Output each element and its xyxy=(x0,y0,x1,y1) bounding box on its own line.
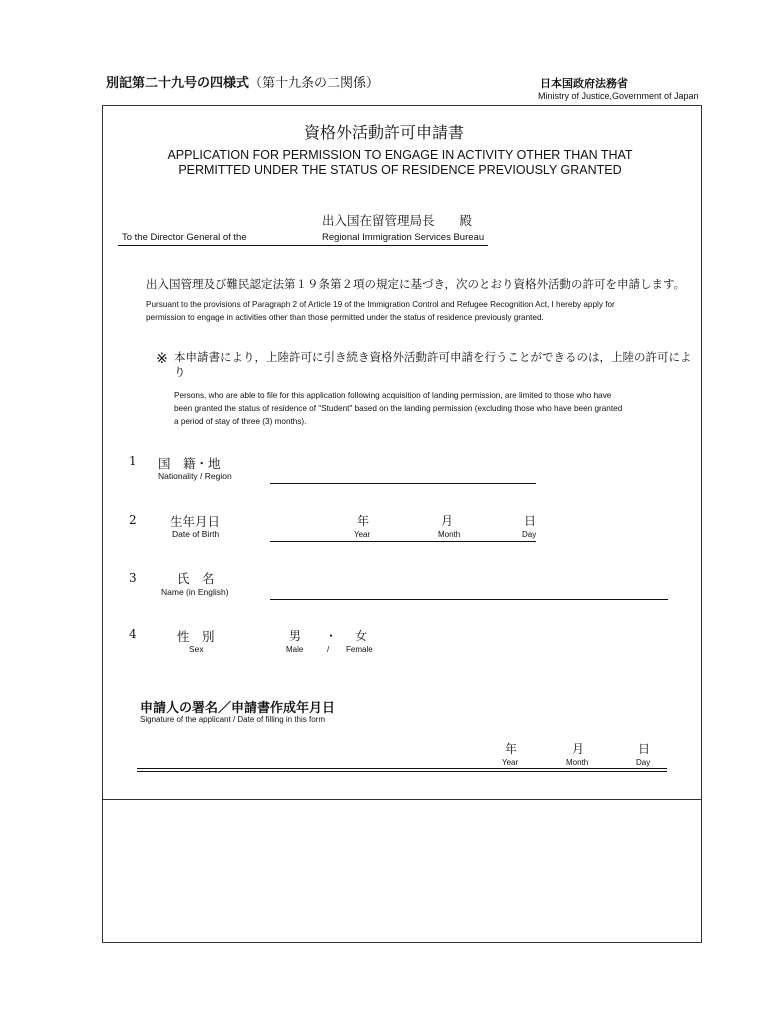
dob-year-label-en: Year xyxy=(354,530,371,539)
sex-separator-en: / xyxy=(327,645,330,654)
field-number-3: 3 xyxy=(129,571,137,585)
nationality-label-en: Nationality / Region xyxy=(158,471,232,481)
field-number-1: 1 xyxy=(129,454,137,468)
signature-field[interactable] xyxy=(137,768,667,769)
field-number-2: 2 xyxy=(129,513,137,527)
sex-label-en: Sex xyxy=(189,644,204,654)
signature-month-label-jp: 月 xyxy=(572,742,585,756)
dob-year-label-jp: 年 xyxy=(357,514,370,528)
nationality-field[interactable] xyxy=(270,483,536,484)
dob-month-label-en: Month xyxy=(438,530,461,539)
addressee-underline xyxy=(118,245,488,246)
title-en-line1: APPLICATION FOR PERMISSION TO ENGAGE IN ACTIVITY OTHER THAN THAT xyxy=(167,148,633,162)
note-mark: ※ xyxy=(156,351,168,367)
ministry-name-en: Ministry of Justice,Government of Japan xyxy=(538,91,699,101)
pursuant-text-en: Pursuant to the provisions of Paragraph 2 of Article 19 of the Immigration Control and Refugee Recognition Act, I hereby apply for permission to engage in activities other than those permitted under the status of residence previously granted. xyxy=(146,300,615,322)
note-text-jp: 本申請書により，上陸許可に引き続き資格外活動許可申請を行うことができるのは，上陸の許可により xyxy=(174,350,692,379)
dob-field[interactable] xyxy=(270,541,536,542)
note-text-en: Persons, who are able to file for this application following acquisition of landing permission, are limited to those who have been granted the status of residence of "Student" based on the landing permission (excluding those who have been granted a period of stay of three (3) months). xyxy=(174,391,623,426)
title-en-line2: PERMITTED UNDER THE STATUS OF RESIDENCE PREVIOUSLY GRANTED xyxy=(178,163,622,177)
signature-month-label-en: Month xyxy=(566,758,589,767)
sex-male-en: Male xyxy=(286,645,304,654)
sex-male-jp[interactable]: 男 xyxy=(289,629,302,643)
signature-label-jp: 申請人の署名／申請書作成年月日 xyxy=(140,701,336,716)
signature-year-label-jp: 年 xyxy=(505,742,518,756)
form-frame-lower xyxy=(102,799,702,943)
signature-day-label-en: Day xyxy=(636,758,651,767)
form-number xyxy=(106,72,379,91)
name-label-en: Name (in English) xyxy=(161,587,229,597)
title-en xyxy=(0,148,768,178)
sex-female-en: Female xyxy=(346,645,373,654)
signature-day-label-jp: 日 xyxy=(638,742,651,756)
signature-label-en: Signature of the applicant / Date of filling in this form xyxy=(140,715,325,724)
addressee-to: To the Director General of the xyxy=(122,232,247,243)
addressee-bureau-en: Regional Immigration Services Bureau xyxy=(322,232,485,243)
form-frame-main xyxy=(102,105,702,800)
form-relation: （第十九条の二関係） xyxy=(249,76,380,91)
form-number-label: 別記第二十九号の四様式 xyxy=(106,76,250,91)
pursuant-text-jp: 出入国管理及び難民認定法第１９条第２項の規定に基づき，次のとおり資格外活動の許可を申請します。 xyxy=(146,277,686,291)
addressee-bureau-jp: 出入国在留管理局長 殿 xyxy=(322,213,473,228)
dob-day-label-jp: 日 xyxy=(524,514,537,528)
dob-day-label-en: Day xyxy=(522,530,537,539)
dob-label-en: Date of Birth xyxy=(172,529,220,539)
name-label-jp: 氏 名 xyxy=(177,571,215,586)
name-field[interactable] xyxy=(270,599,668,600)
ministry-name-jp: 日本国政府法務省 xyxy=(540,77,628,90)
sex-female-jp[interactable]: 女 xyxy=(355,629,368,643)
title-jp: 資格外活動許可申請書 xyxy=(303,123,464,142)
dob-label-jp: 生年月日 xyxy=(170,514,221,529)
signature-underline-secondary xyxy=(137,771,667,772)
sex-label-jp: 性 別 xyxy=(177,629,215,644)
signature-year-label-en: Year xyxy=(502,758,519,767)
sex-separator-jp: ・ xyxy=(325,629,338,643)
nationality-label-jp: 国 籍・地 xyxy=(158,456,221,471)
field-number-4: 4 xyxy=(129,627,137,641)
dob-month-label-jp: 月 xyxy=(441,514,454,528)
